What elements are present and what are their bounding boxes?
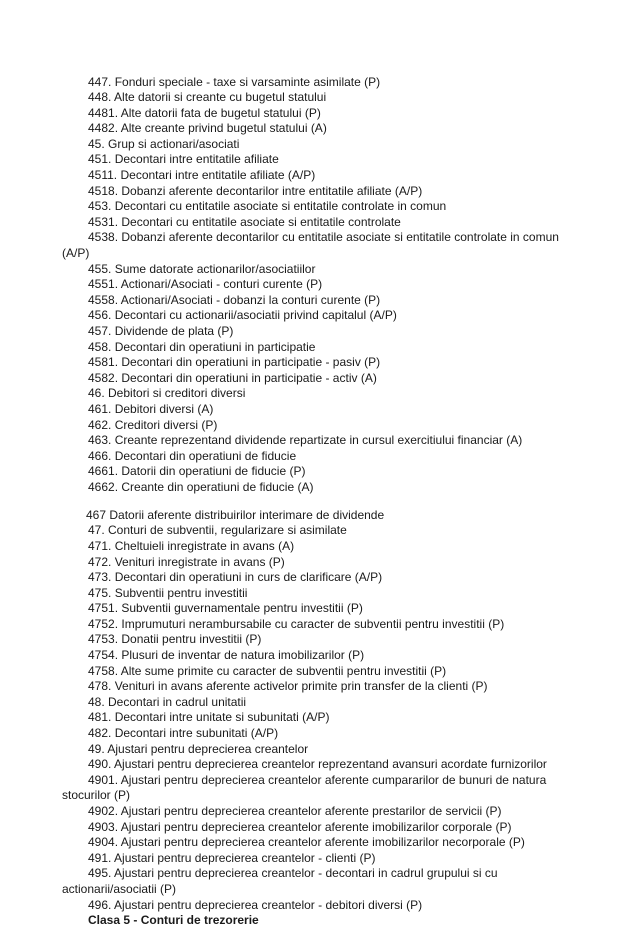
account-line-448: 448. Alte datorii si creante cu bugetul statului <box>88 90 327 105</box>
account-line-471: 471. Cheltuieli inregistrate in avans (A) <box>88 538 295 553</box>
account-line-4551: 4551. Actionari/Asociati - conturi curente (P) <box>88 277 323 292</box>
account-line-4902: 4902. Ajustari pentru deprecierea creantelor aferente prestarilor de servicii (P) <box>88 804 502 818</box>
account-line-4518: 4518. Dobanzi aferente decontarilor intre entitatile afiliate (A/P) <box>88 183 423 198</box>
account-line-4758: 4758. Alte sume primite cu caracter de subventii pentru investitii (P) <box>88 663 447 678</box>
account-line-447: 447. Fonduri speciale - taxe si varsaminte asimilate (P) <box>88 74 381 89</box>
section-heading-clasa-5: Clasa 5 - Conturi de trezorerie <box>88 913 259 928</box>
account-line-4904: 4904. Ajustari pentru deprecierea creantelor aferente imobilizarilor necorporale (P) <box>88 835 525 850</box>
account-line-4753: 4753. Donatii pentru investitii (P) <box>88 632 262 647</box>
account-line-478: 478. Venituri in avans aferente activelor primite prin transfer de la clienti (P) <box>88 679 488 694</box>
account-line-462: 462. Creditori diversi (P) <box>88 417 218 432</box>
account-line-4751: 4751. Subventii guvernamentale pentru investitii (P) <box>88 601 363 616</box>
account-line-456: 456. Decontari cu actionarii/asociatii privind capitalul (A/P) <box>88 308 397 323</box>
account-line-496: 496. Ajustari pentru deprecierea creantelor - debitori diversi (P) <box>88 897 423 912</box>
account-line-4481: 4481. Alte datorii fata de bugetul statului (P) <box>88 105 321 120</box>
account-line-491: 491. Ajustari pentru deprecierea creantelor - clienti (P) <box>88 850 376 865</box>
account-line-4511: 4511. Decontari intre entitatile afiliate (A/P) <box>88 168 316 183</box>
account-line-481: 481. Decontari intre unitate si subunitati (A/P) <box>88 710 330 725</box>
account-line-455: 455. Sume datorate actionarilor/asociatiilor <box>88 261 316 276</box>
account-line-4661: 4661. Datorii din operatiuni de fiducie (P) <box>88 464 306 479</box>
account-line-48: 48. Decontari in cadrul unitatii <box>88 694 247 709</box>
account-line-4538: 4538. Dobanzi aferente decontarilor cu entitatile asociate si entitatile controlate in comun (A/P) <box>62 230 559 261</box>
account-line-4558: 4558. Actionari/Asociati - dobanzi la conturi curente (P) <box>88 292 381 307</box>
account-line-495: 495. Ajustari pentru deprecierea creantelor - decontari in cadrul grupului si cu actionarii/asociatii (P) <box>62 866 498 896</box>
account-line-475: 475. Subventii pentru investitii <box>88 585 248 600</box>
account-line-458: 458. Decontari din operatiuni in participatie <box>88 339 316 354</box>
account-line-4482: 4482. Alte creante privind bugetul statului (A) <box>88 121 327 136</box>
account-line-473: 473. Decontari din operatiuni in curs de clarificare (A/P) <box>88 570 383 585</box>
account-line-4581: 4581. Decontari din operatiuni in participatie - pasiv (P) <box>88 355 381 370</box>
account-line-463: 463. Creante reprezentand dividende repartizate in cursul exercitiului financiar (A) <box>88 433 523 448</box>
account-line-482: 482. Decontari intre subunitati (A/P) <box>88 726 279 741</box>
account-line-466: 466. Decontari din operatiuni de fiducie <box>88 448 297 463</box>
account-line-453: 453. Decontari cu entitatile asociate si entitatile controlate in comun <box>88 199 447 214</box>
account-line-4752: 4752. Imprumuturi nerambursabile cu caracter de subventii pentru investitii (P) <box>88 616 505 631</box>
account-line-47: 47. Conturi de subventii, regularizare si asimilate <box>88 523 347 538</box>
account-line-4582: 4582. Decontari din operatiuni in participatie - activ (A) <box>88 370 377 385</box>
account-line-4531: 4531. Decontari cu entitatile asociate si entitatile controlate <box>88 214 401 229</box>
account-line-45: 45. Grup si actionari/asociati <box>88 136 240 151</box>
account-line-4662: 4662. Creante din operatiuni de fiducie (A) <box>88 479 314 494</box>
account-line-472: 472. Venituri inregistrate in avans (P) <box>88 554 285 569</box>
account-line-457: 457. Dividende de plata (P) <box>88 324 234 338</box>
account-line-4754: 4754. Plusuri de inventar de natura imobilizarilor (P) <box>88 648 365 663</box>
account-line-461: 461. Debitori diversi (A) <box>88 401 214 416</box>
account-line-4903: 4903. Ajustari pentru deprecierea creantelor aferente imobilizarilor corporale (P) <box>88 819 512 834</box>
account-line-46: 46. Debitori si creditori diversi <box>88 386 246 401</box>
account-line-451: 451. Decontari intre entitatile afiliate <box>88 152 279 167</box>
account-list <box>62 75 562 929</box>
account-line-4901: 4901. Ajustari pentru deprecierea creantelor aferente cumpararilor de bunuri de natura stocurilor (P) <box>62 772 547 803</box>
account-line-467: 467 Datorii aferente distribuirilor interimare de dividende <box>86 507 385 522</box>
account-line-490: 490. Ajustari pentru deprecierea creantelor reprezentand avansuri acordate furnizorilor <box>88 757 547 772</box>
account-line-49: 49. Ajustari pentru deprecierea creantelor <box>88 741 309 756</box>
